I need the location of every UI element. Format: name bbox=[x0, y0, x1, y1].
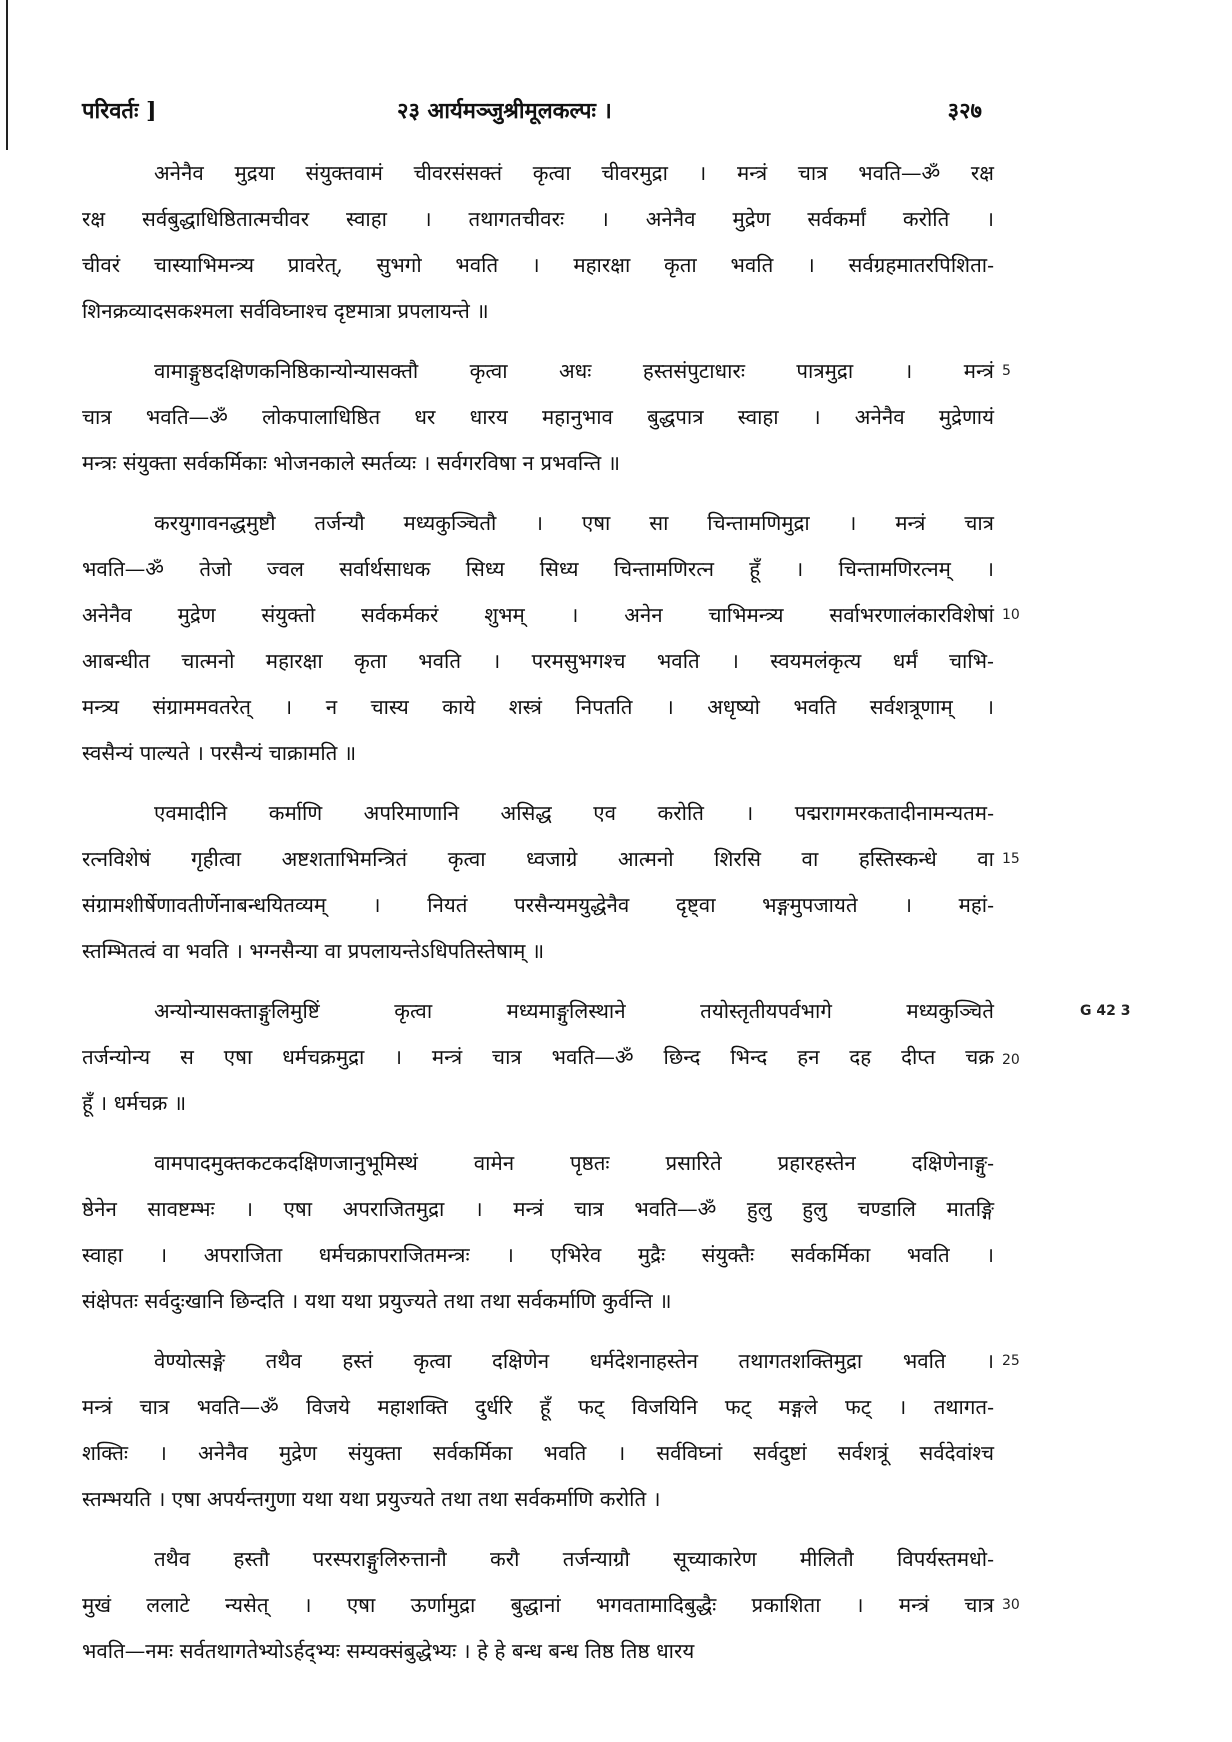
line-text: वामपादमुक्तकटकदक्षिणजानुभूमिस्थं वामेन पृष्ठतः प्रसारिते प्रहारहस्तेन दक्षिणेनाङ्गु- bbox=[154, 1151, 994, 1175]
text-line bbox=[82, 592, 1020, 638]
line-text: मन्त्रं चात्र भवति—ॐ विजये महाशक्ति दुर्धरि हूँ फट् विजयिनि फट् मङ्गले फट् । तथागत- bbox=[82, 1395, 994, 1419]
page-edge-line bbox=[6, 0, 8, 150]
line-text: भवति—नमः सर्वतथागतेभ्योऽर्हद्भ्यः सम्यक्संबुद्धेभ्यः । हे हे बन्ध बन्ध तिष्ठ तिष्ठ धारय bbox=[82, 1639, 695, 1663]
text-line bbox=[82, 1628, 994, 1674]
text-line bbox=[82, 546, 994, 592]
text-line bbox=[82, 988, 994, 1034]
line-text: शिनक्रव्यादसकश्मला सर्वविघ्नाश्च दृष्टमात्रा प्रपलायन्ते ॥ bbox=[82, 299, 489, 323]
text-line bbox=[82, 1582, 1020, 1628]
paragraph bbox=[82, 150, 994, 334]
line-text: भवति—ॐ तेजो ज्वल सर्वार्थसाधक सिध्य सिध्य चिन्तामणिरत्न हूँ । चिन्तामणिरत्नम् । bbox=[82, 557, 994, 581]
line-text: अनेनैव मुद्रेण संयुक्तो सर्वकर्मकरं शुभम् । अनेन चाभिमन्त्र्य सर्वाभरणालंकारविशेषां bbox=[82, 603, 994, 627]
line-text: एवमादीनि कर्माणि अपरिमाणानि असिद्ध एव करोति । पद्मरागमरकतादीनामन्यतम- bbox=[154, 801, 994, 825]
text-line bbox=[82, 1338, 1020, 1384]
line-text: संग्रामशीर्षेणावतीर्णेनाबन्धयितव्यम् । नियतं परसैन्यमयुद्धेनैव दृष्ट्वा भङ्गमुपजायते । महां- bbox=[82, 893, 994, 917]
text-line bbox=[82, 882, 994, 928]
line-text: संक्षेपतः सर्वदुःखानि छिन्दति । यथा यथा प्रयुज्यते तथा तथा सर्वकर्माणि कुर्वन्ति ॥ bbox=[82, 1289, 672, 1313]
text-line bbox=[82, 1034, 994, 1080]
text-line bbox=[82, 684, 994, 730]
text-line bbox=[82, 730, 994, 776]
line-text: चीवरं चास्याभिमन्त्र्य प्रावरेत्, सुभगो भवति । महारक्षा कृता भवति । सर्वग्रहमातरपिशिता- bbox=[82, 253, 994, 277]
text-line bbox=[82, 1080, 994, 1126]
page-header bbox=[82, 95, 982, 135]
text-line bbox=[82, 348, 1011, 394]
line-text: तथैव हस्तौ परस्पराङ्गुलिरुत्तानौ करौ तर्जन्याग्रौ सूच्याकारेण मीलितौ विपर्यस्तमधो- bbox=[154, 1547, 994, 1571]
text-line bbox=[82, 1278, 994, 1324]
text-line bbox=[82, 394, 994, 440]
text-line bbox=[82, 1232, 994, 1278]
text-line bbox=[82, 242, 994, 288]
line-text: हूँ । धर्मचक्र ॥ bbox=[82, 1091, 187, 1115]
text-line bbox=[82, 836, 1020, 882]
line-text: अन्योन्यासक्ताङ्गुलिमुष्टिं कृत्वा मध्यमाङ्गुलिस्थाने तयोस्तृतीयपर्वभागे मध्यकुञ्चिते bbox=[154, 999, 994, 1023]
line-text: आबन्धीत चात्मनो महारक्षा कृता भवति । परमसुभगश्च भवति । स्वयमलंकृत्य धर्मं चाभि- bbox=[82, 649, 994, 673]
line-number: 30 bbox=[1002, 1597, 1020, 1613]
text-line bbox=[82, 790, 994, 836]
text-line bbox=[82, 1430, 994, 1476]
text-line bbox=[82, 1476, 994, 1522]
paragraph bbox=[82, 1140, 994, 1324]
line-number: 15 bbox=[1002, 851, 1020, 867]
text-line bbox=[82, 928, 994, 974]
line-text: मुखं ललाटे न्यसेत् । एषा ऊर्णामुद्रा बुद्धानां भगवतामादिबुद्धैः प्रकाशिता । मन्त्रं चात्र bbox=[82, 1593, 994, 1617]
line-number: 5 bbox=[1002, 363, 1011, 379]
line-text: तर्जन्योन्य स एषा धर्मचक्रमुद्रा । मन्त्रं चात्र भवति—ॐ छिन्द भिन्द हन दह दीप्त चक्र bbox=[82, 1045, 994, 1069]
paragraph bbox=[82, 500, 1020, 776]
line-text: शक्तिः । अनेनैव मुद्रेण संयुक्ता सर्वकर्मिका भवति । सर्वविघ्नां सर्वदुष्टां सर्वशत्रूं सर्वदेवांश्च bbox=[82, 1441, 994, 1465]
line-text: करयुगावनद्धमुष्टौ तर्जन्यौ मध्यकुञ्चितौ । एषा सा चिन्तामणिमुद्रा । मन्त्रं चात्र bbox=[154, 511, 994, 535]
line-text: वामाङ्गुष्ठदक्षिणकनिष्ठिकान्योन्यासक्तौ कृत्वा अधः हस्तसंपुटाधारः पात्रमुद्रा । मन्त्रं bbox=[154, 359, 994, 383]
line-text: स्तम्भयति । एषा अपर्यन्तगुणा यथा यथा प्रयुज्यते तथा तथा सर्वकर्माणि करोति । bbox=[82, 1487, 661, 1511]
text-line bbox=[82, 1536, 994, 1582]
line-text: वेण्योत्सङ्गे तथैव हस्तं कृत्वा दक्षिणेन धर्मदेशनाहस्तेन तथागतशक्तिमुद्रा भवति । bbox=[154, 1349, 994, 1373]
page-number: ३२७ bbox=[947, 98, 982, 124]
line-number: 20 bbox=[1002, 1052, 1020, 1068]
text-line bbox=[82, 1384, 994, 1430]
text-line bbox=[82, 638, 994, 684]
text-line bbox=[82, 288, 994, 334]
line-text: रत्नविशेषं गृहीत्वा अष्टशताभिमन्त्रितं कृत्वा ध्वजाग्रे आत्मनो शिरसि वा हस्तिस्कन्धे वा bbox=[82, 847, 994, 871]
line-number: 10 bbox=[1002, 607, 1020, 623]
paragraph bbox=[82, 348, 1011, 486]
line-text: स्वसैन्यं पाल्यते । परसैन्यं चाक्रामति ॥ bbox=[82, 741, 357, 765]
text-line bbox=[82, 440, 994, 486]
line-text: स्वाहा । अपराजिता धर्मचक्रापराजितमन्त्रः । एभिरेव मुद्रैः संयुक्तैः सर्वकर्मिका भवति । bbox=[82, 1243, 994, 1267]
text-line bbox=[82, 500, 994, 546]
line-text: ष्ठेनेन सावष्टम्भः । एषा अपराजितमुद्रा । मन्त्रं चात्र भवति—ॐ हुलु हुलु चण्डालि मातङ्गि bbox=[82, 1197, 994, 1221]
line-text: स्तम्भितत्वं वा भवति । भग्नसैन्या वा प्रपलायन्तेऽधिपतिस्तेषाम् ॥ bbox=[82, 939, 545, 963]
text-line bbox=[82, 196, 994, 242]
running-head-left: परिवर्तः ] bbox=[82, 98, 157, 124]
line-text: मन्त्रः संयुक्ता सर्वकर्मिकाः भोजनकाले स्मर्तव्यः । सर्वगरविषा न प्रभवन्ति ॥ bbox=[82, 451, 620, 475]
paragraph bbox=[82, 1338, 1020, 1522]
text-line bbox=[82, 1186, 994, 1232]
line-text: अनेनैव मुद्रया संयुक्तवामं चीवरसंसक्तं कृत्वा चीवरमुद्रा । मन्त्रं चात्र भवति—ॐ रक्ष bbox=[154, 161, 994, 185]
text-line bbox=[82, 150, 994, 196]
line-number: 25 bbox=[1002, 1353, 1020, 1369]
line-text: मन्त्र्य संग्राममवतरेत् । न चास्य काये शस्त्रं निपतति । अधृष्यो भवति सर्वशत्रूणाम् । bbox=[82, 695, 994, 719]
paragraph bbox=[82, 1536, 1020, 1674]
running-head-title: २३ आर्यमञ्जुश्रीमूलकल्पः । bbox=[397, 98, 612, 124]
text-line bbox=[82, 1140, 994, 1186]
paragraph bbox=[82, 988, 994, 1126]
line-text: रक्ष सर्वबुद्धाधिष्ठितात्मचीवर स्वाहा । तथागतचीवरः । अनेनैव मुद्रेण सर्वकर्मां करोति । bbox=[82, 207, 994, 231]
marginal-reference: G 42 3 bbox=[1080, 1003, 1131, 1019]
paragraph bbox=[82, 790, 1020, 974]
line-text: चात्र भवति—ॐ लोकपालाधिष्ठित धर धारय महानुभाव बुद्धपात्र स्वाहा । अनेनैव मुद्रेणायं bbox=[82, 405, 994, 429]
